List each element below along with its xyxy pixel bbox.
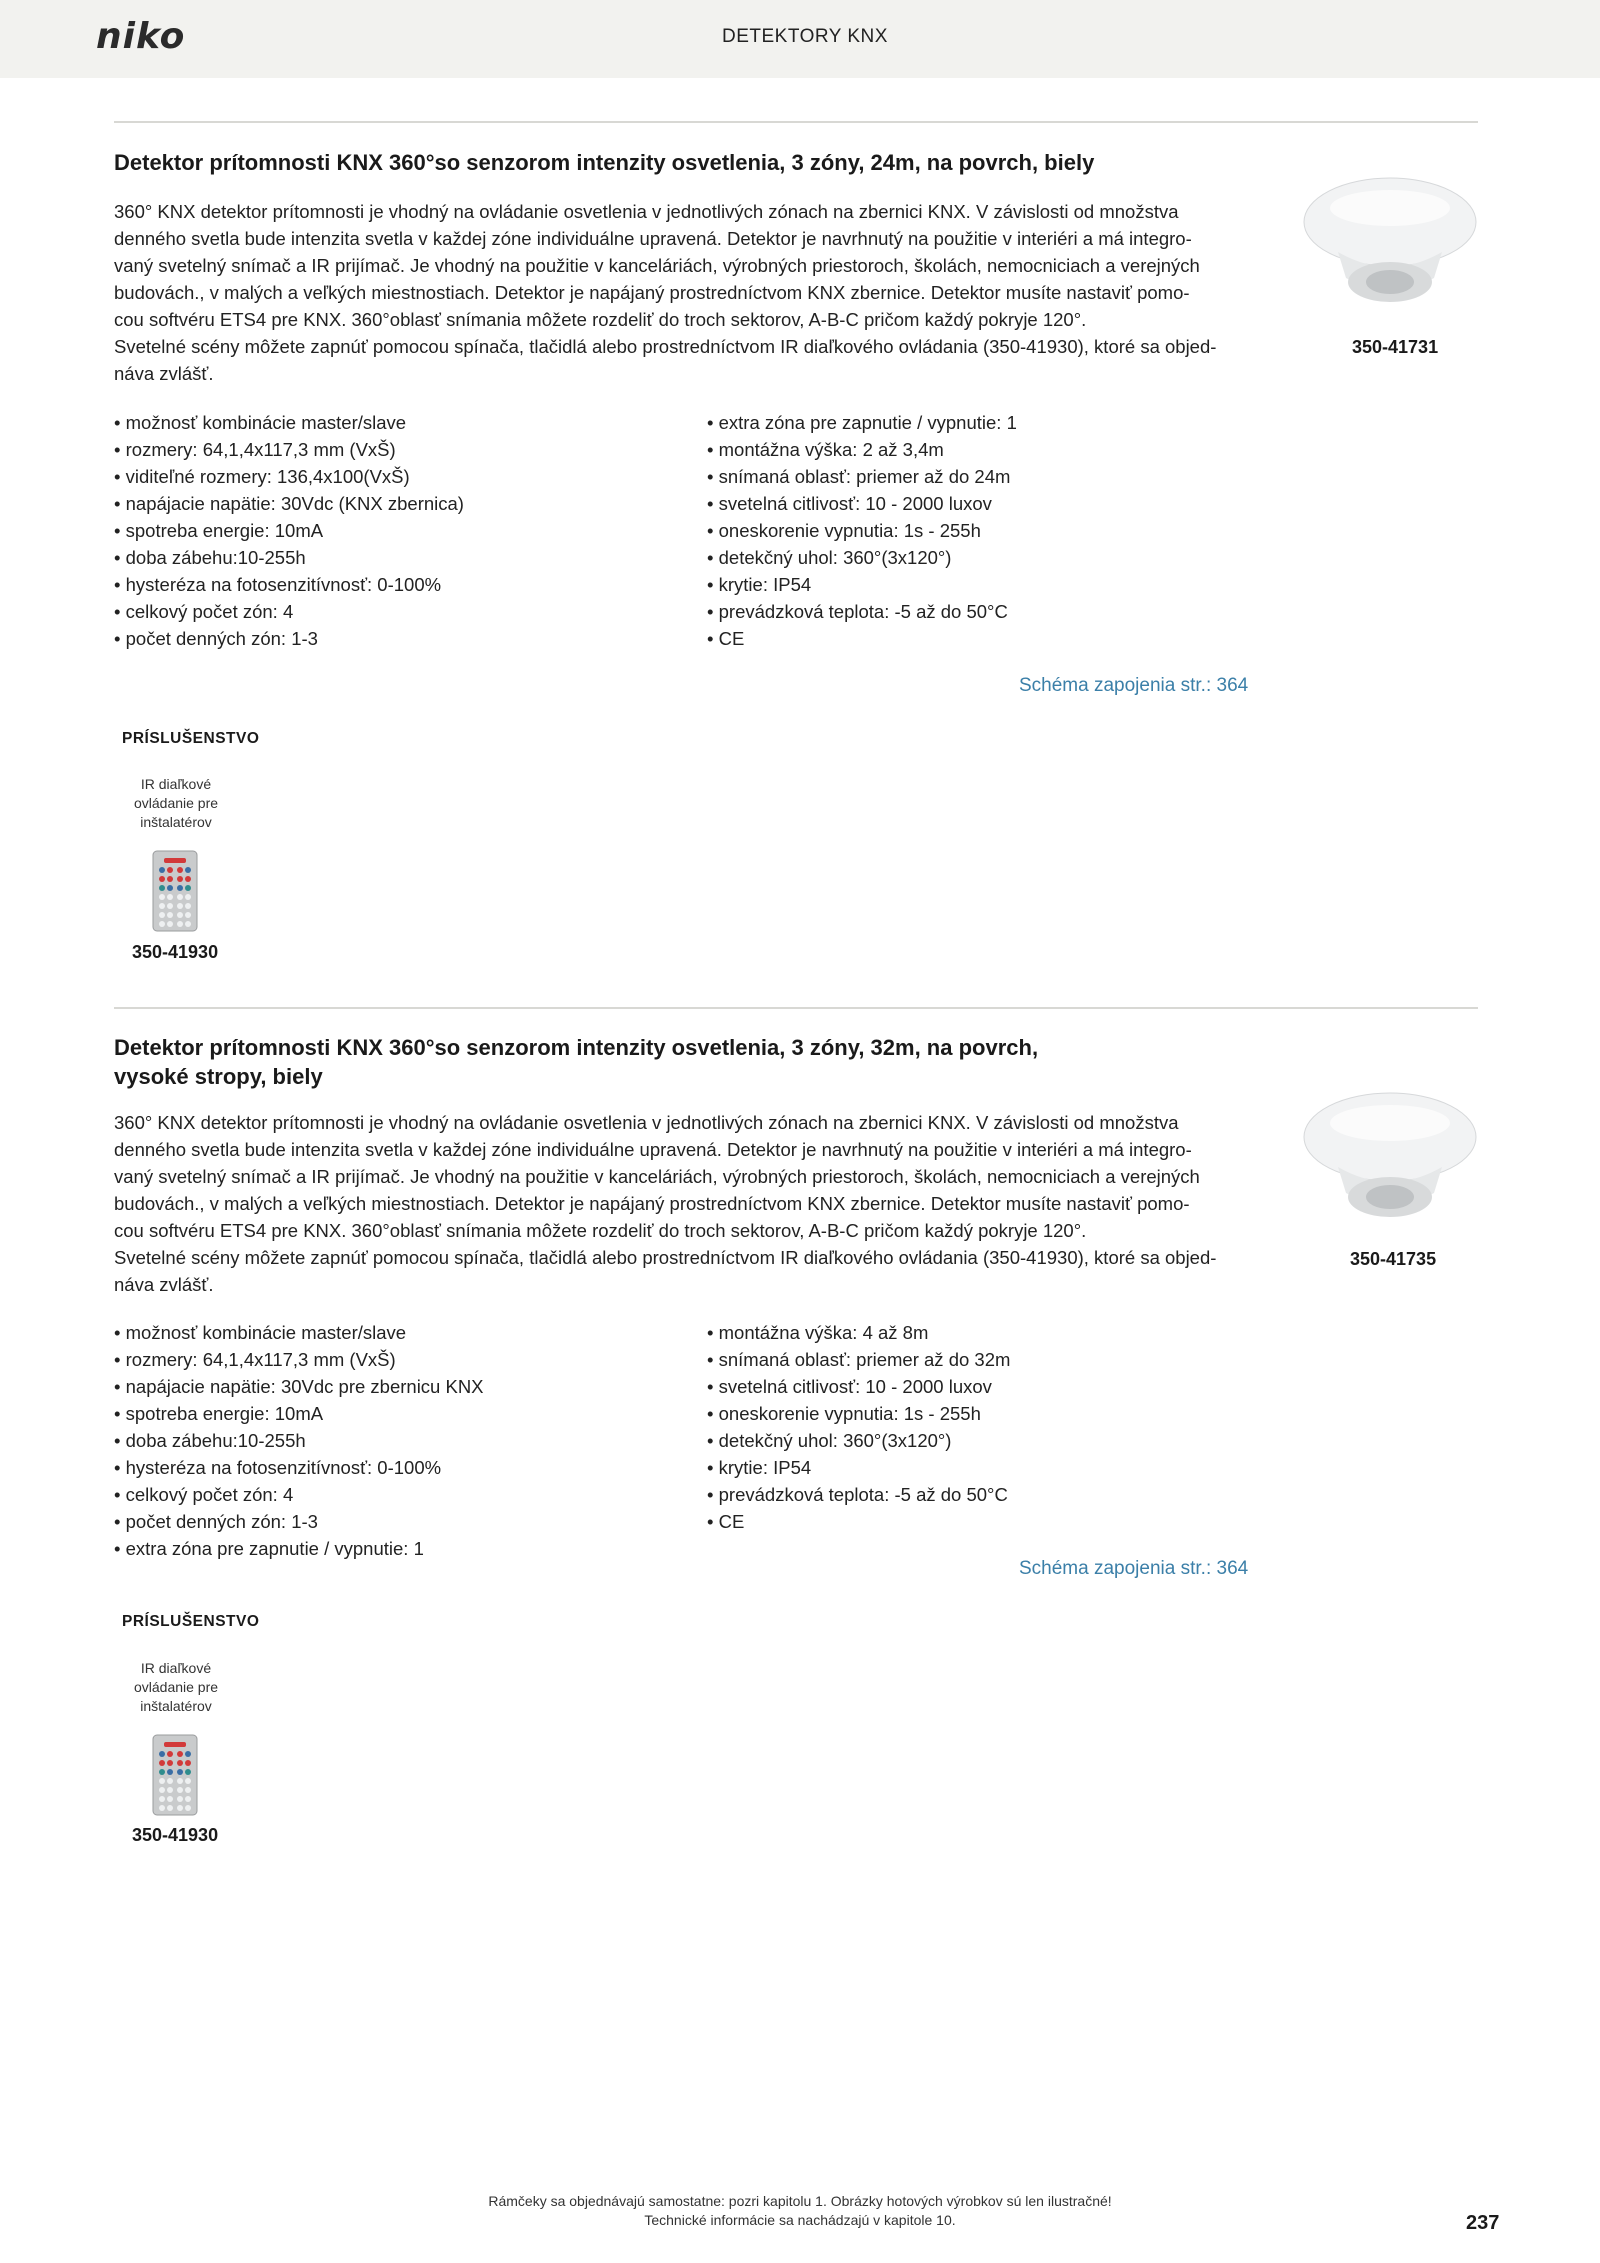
- spec-item: • oneskorenie vypnutia: 1s - 255h: [707, 517, 1017, 544]
- footer-note: Rámčeky sa objednávajú samostatne: pozri kapitolu 1. Obrázky hotových výrobkov sú len ilustračné!: [488, 2193, 1112, 2209]
- spec-item: • napájacie napätie: 30Vdc (KNX zbernica): [114, 490, 464, 517]
- spec-item: • prevádzková teplota: -5 až do 50°C: [707, 1481, 1010, 1508]
- spec-item: • hysteréza na fotosenzitívnosť: 0-100%: [114, 1454, 484, 1481]
- page-header: [0, 0, 1600, 78]
- spec-item: • spotreba energie: 10mA: [114, 1400, 484, 1427]
- spec-column-left: [114, 409, 464, 652]
- spec-item: • hysteréza na fotosenzitívnosť: 0-100%: [114, 571, 464, 598]
- product-title: Detektor prítomnosti KNX 360°so senzorom intenzity osvetlenia, 3 zóny, 24m, na povrch, biely: [114, 150, 1095, 175]
- spec-item: • celkový počet zón: 4: [114, 1481, 484, 1508]
- spec-item: • rozmery: 64,1,4x117,3 mm (VxŠ): [114, 1346, 484, 1373]
- page-number: 237: [1466, 2212, 1500, 2234]
- spec-item: • CE: [707, 625, 1017, 652]
- spec-item: • doba zábehu:10-255h: [114, 544, 464, 571]
- spec-item: • detekčný uhol: 360°(3x120°): [707, 544, 1017, 571]
- footer-note: Technické informácie sa nachádzajú v kapitole 10.: [644, 2212, 956, 2228]
- wiring-diagram-link[interactable]: Schéma zapojenia str.: 364: [1019, 675, 1249, 696]
- spec-item: • počet denných zón: 1-3: [114, 625, 464, 652]
- spec-item: • svetelná citlivosť: 10 - 2000 luxov: [707, 1373, 1010, 1400]
- spec-item: • krytie: IP54: [707, 1454, 1010, 1481]
- product-350-41735: [114, 1033, 1494, 1845]
- spec-item: • CE: [707, 1508, 1010, 1535]
- niko-logo: niko: [96, 16, 186, 57]
- wiring-diagram-link[interactable]: Schéma zapojenia str.: 364: [1019, 1558, 1249, 1579]
- divider: [114, 121, 1478, 123]
- page-footer: [0, 2192, 1600, 2230]
- spec-item: • rozmery: 64,1,4x117,3 mm (VxŠ): [114, 436, 464, 463]
- spec-item: • extra zóna pre zapnutie / vypnutie: 1: [114, 1535, 484, 1562]
- spec-item: • celkový počet zón: 4: [114, 598, 464, 625]
- detector-image: [1300, 1085, 1480, 1235]
- product-code: 350-41735: [1350, 1249, 1437, 1269]
- spec-item: • detekčný uhol: 360°(3x120°): [707, 1427, 1010, 1454]
- spec-item: • svetelná citlivosť: 10 - 2000 luxov: [707, 490, 1017, 517]
- accessories-heading: PRÍSLUŠENSTVO: [122, 1613, 260, 1630]
- product-description: 360° KNX detektor prítomnosti je vhodný na ovládanie osvetlenia v jednotlivých zónach na zbernici KNX. V závislosti od množstva denného svetla bude intenzita svetla v každej zóne individuálne upravená. Detektor je navrhnutý na použitie v interiéri a má integro- vaný svetelný snímač a IR prijímač. Je vhodný na použitie v kanceláriách, výrobných priestoroch, školách, nemocniciach a verejných budovách., v malých a veľkých miestnostiach. Detektor je napájaný prostredníctvom KNX zbernice. Detektor musíte nastaviť pomo- cou softvéru ETS4 pre KNX. 360°oblasť snímania môžete rozdeliť do troch sektorov, A-B-C pričom každý pokryje 120°. Svetelné scény môžete zapnúť pomocou spínača, tlačidlá alebo prostredníctvom IR diaľkového ovládania (350-41930), ktoré sa objed- náva zvlášť.: [114, 1112, 1217, 1295]
- accessories-heading: PRÍSLUŠENSTVO: [122, 730, 260, 747]
- ir-remote-image: [150, 1734, 200, 1816]
- detector-image: [1300, 170, 1480, 320]
- spec-item: • počet denných zón: 1-3: [114, 1508, 484, 1535]
- spec-column-left: [114, 1319, 484, 1562]
- spec-item: • prevádzková teplota: -5 až do 50°C: [707, 598, 1017, 625]
- spec-item: • doba zábehu:10-255h: [114, 1427, 484, 1454]
- accessory-name: IR diaľkové ovládanie pre inštalatérov: [133, 1660, 219, 1714]
- spec-item: • napájacie napätie: 30Vdc pre zbernicu KNX: [114, 1373, 484, 1400]
- spec-item: • oneskorenie vypnutia: 1s - 255h: [707, 1400, 1010, 1427]
- divider: [114, 1007, 1478, 1009]
- section-title: DETEKTORY KNX: [722, 26, 888, 47]
- spec-item: • možnosť kombinácie master/slave: [114, 1319, 484, 1346]
- spec-item: • spotreba energie: 10mA: [114, 517, 464, 544]
- spec-item: • snímaná oblasť: priemer až do 32m: [707, 1346, 1010, 1373]
- spec-item: • snímaná oblasť: priemer až do 24m: [707, 463, 1017, 490]
- spec-item: • montážna výška: 4 až 8m: [707, 1319, 1010, 1346]
- spec-item: • montážna výška: 2 až 3,4m: [707, 436, 1017, 463]
- accessory-code: 350-41930: [132, 942, 219, 962]
- product-title: Detektor prítomnosti KNX 360°so senzorom intenzity osvetlenia, 3 zóny, 32m, na povrch, vysoké stropy, biely: [114, 1035, 1039, 1089]
- product-code: 350-41731: [1352, 337, 1439, 357]
- ir-remote-image: [150, 850, 200, 932]
- accessory-code: 350-41930: [132, 1825, 219, 1845]
- spec-column-right: [707, 409, 1017, 652]
- spec-column-right: [707, 1319, 1010, 1535]
- spec-item: • možnosť kombinácie master/slave: [114, 409, 464, 436]
- spec-item: • viditeľné rozmery: 136,4x100(VxŠ): [114, 463, 464, 490]
- spec-item: • extra zóna pre zapnutie / vypnutie: 1: [707, 409, 1017, 436]
- spec-item: • krytie: IP54: [707, 571, 1017, 598]
- accessory-name: IR diaľkové ovládanie pre inštalatérov: [133, 776, 219, 830]
- product-description: 360° KNX detektor prítomnosti je vhodný na ovládanie osvetlenia v jednotlivých zónach na zbernici KNX. V závislosti od množstva denného svetla bude intenzita svetla v každej zóne individuálne upravená. Detektor je navrhnutý na použitie v interiéri a má integro- vaný svetelný snímač a IR prijímač. Je vhodný na použitie v kanceláriách, výrobných priestoroch, školách, nemocniciach a verejných budovách., v malých a veľkých miestnostiach. Detektor je napájaný prostredníctvom KNX zbernice. Detektor musíte nastaviť pomo- cou softvéru ETS4 pre KNX. 360°oblasť snímania môžete rozdeliť do troch sektorov, A-B-C pričom každý pokryje 120°. Svetelné scény môžete zapnúť pomocou spínača, tlačidlá alebo prostredníctvom IR diaľkového ovládania (350-41930), ktoré sa objed- náva zvlášť.: [114, 201, 1217, 384]
- product-350-41731: [114, 148, 1494, 962]
